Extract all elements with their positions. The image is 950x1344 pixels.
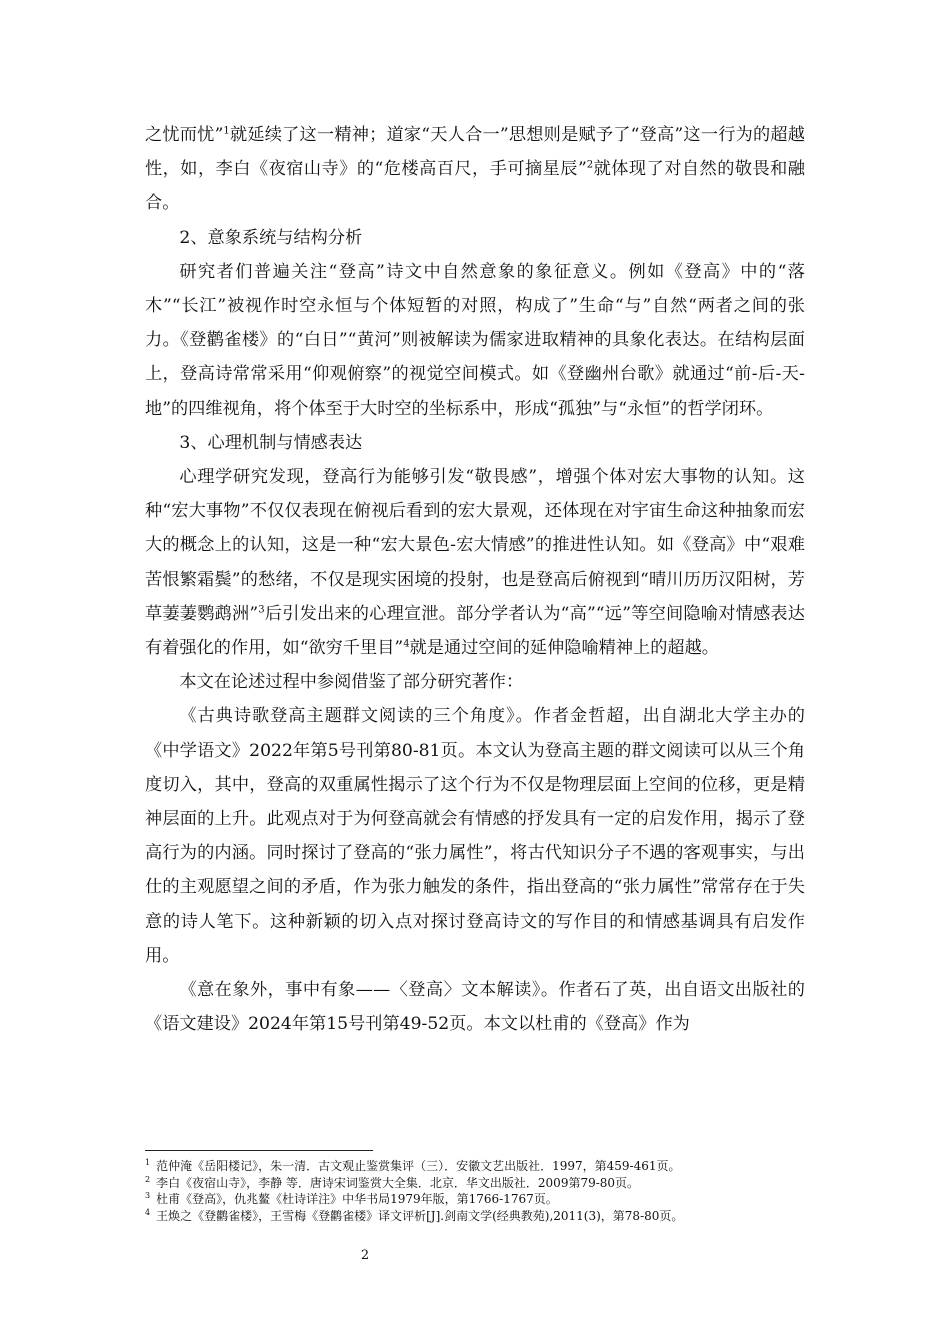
paragraph: 《古典诗歌登高主题群文阅读的三个角度》。作者金哲超，出自湖北大学主办的《中学语文》2022年第5号刊第80-81页。本文认为登高主题的群文阅读可以从三个角度切入，其中，登高的双重属性揭示了这个行为不仅是物理层面上空间的位移，更是精神层面的上升。此观点对于为何登高就会有情感的抒发具有一定的启发作用，揭示了登高行为的内涵。同时探讨了登高的“张力属性”，将古代知识分子不遇的客观事实，与出仕的主观愿望之间的矛盾，作为张力触发的条件，指出登高的“张力属性”常常存在于失意的诗人笔下。这种新颖的切入点对探讨登高诗文的写作目的和情感基调具有启发作用。 — [145, 706, 805, 966]
paragraph-continuation: 之忧而忧”$^1$就延续了这一精神；道家“天人合一”思想则是赋予了“登高”这一行为的超越性，如，李白《夜宿山寺》的“危楼高百尺，手可摘星辰”$^2$就体现了对自然的敬畏和融合。 — [145, 125, 805, 214]
paragraph: 心理学研究发现，登高行为能够引发“敬畏感”，增强个体对宏大事物的认知。这种“宏大事物”不仅仅表现在俯视后看到的宏大景观，还体现在对宇宙生命这种抽象而宏大的概念上的认知，这是一种“宏大景色-宏大情感”的推进性认知。如《登高》中“艰难苦恨繁霜鬓”的愁绪，不仅是现实困境的投射，也是登高后俯视到“晴川历历汉阳树，芳草萋萋鹦鹉洲”$^3$后引发出来的心理宣泄。部分学者认为“高”“远”等空间隐喻对情感表达有着强化的作用，如“欲穷千里目”$^4$就是通过空间的延伸隐喻精神上的超越。 — [145, 467, 805, 659]
footnote-ref[interactable]: 4 — [403, 638, 410, 650]
section-heading: 3、心理机制与情感表达 — [179, 432, 363, 453]
footnote: $^4$ 王焕之《登鹳雀楼》，王雪梅《登鹳雀楼》译文评析[J].剑南文学(经典教苑),2011(3)，第78-80页。 — [145, 1207, 684, 1223]
footnote-ref[interactable]: 2 — [586, 159, 594, 171]
footnote: $^2$ 李白《夜宿山寺》，李静 等．唐诗宋词鉴赏大全集．北京．华文出版社．2009第79-80页。 — [145, 1174, 640, 1190]
footnote: $^3$ 杜甫《登高》，仇兆鳌《杜诗详注》中华书局1979年版，第1766-1767页。 — [145, 1191, 558, 1206]
paragraph: 《意在象外，事中有象——〈登高〉文本解读》。作者石了英，出自语文出版社的《语文建设》2024年第15号刊第49-52页。本文以杜甫的《登高》作为 — [145, 980, 805, 1035]
body-text — [145, 118, 805, 1041]
footnotes — [145, 1158, 805, 1224]
footnote-ref[interactable]: 3 — [258, 604, 265, 616]
page-number: 2 — [360, 1248, 370, 1263]
paragraph: 研究者们普遍关注“登高”诗文中自然意象的象征意义。例如《登高》中的“落木”“长江”被视作时空永恒与个体短暂的对照，构成了”生命“与”自然“两者之间的张力。《登鹳雀楼》的“白日”“黄河”则被解读为儒家进取精神的具象化表达。在结构层面上，登高诗常常采用“仰观俯察”的视觉空间模式。如《登幽州台歌》就通过“前-后-天-地”的四维视角，将个体至于大时空的坐标系中，形成“孤独”与“永恒”的哲学闭环。 — [145, 261, 805, 419]
section-heading: 2、意象系统与结构分析 — [179, 227, 363, 248]
footnote-ref[interactable]: 1 — [223, 125, 230, 137]
footnote: $^1$ 范仲淹《岳阳楼记》，朱一清．古文观止鉴赏集评（三）．安徽文艺出版社．1997，第459-461页。 — [145, 1158, 681, 1173]
footnote-separator — [145, 1150, 373, 1151]
paragraph: 本文在论述过程中参阅借鉴了部分研究著作： — [179, 672, 524, 693]
